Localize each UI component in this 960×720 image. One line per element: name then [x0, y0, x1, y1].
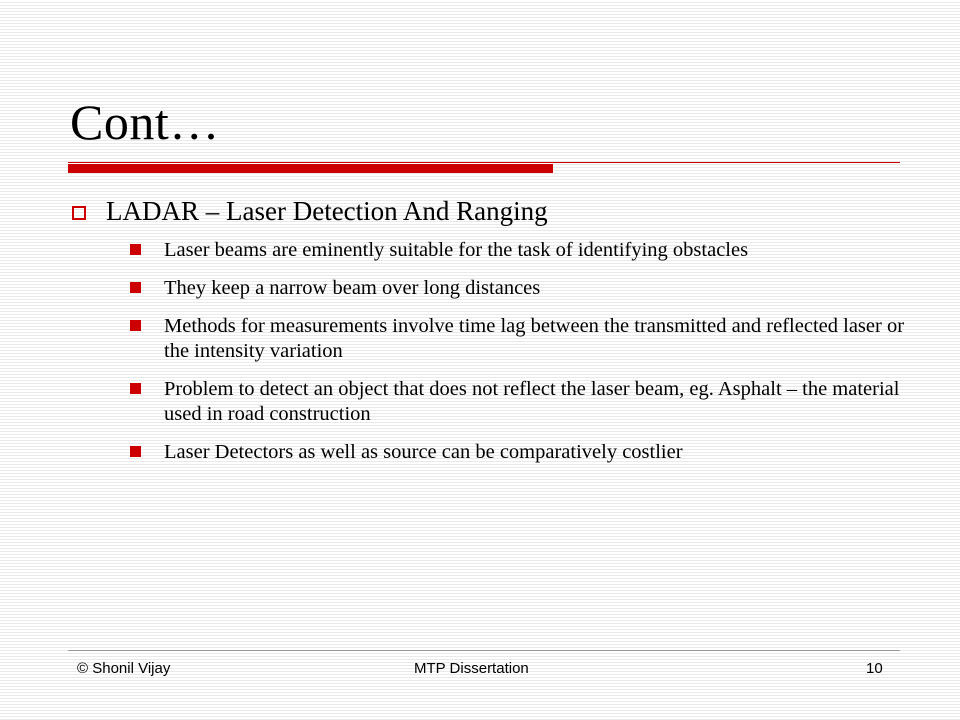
footer-page-number: 10 [866, 660, 883, 677]
title-underline-thick [68, 164, 553, 173]
sub-bullet-item [130, 276, 910, 301]
filled-square-bullet-icon [130, 244, 141, 255]
slide-title: Cont… [70, 94, 220, 150]
sub-bullet-item [130, 238, 910, 263]
title-underline-thin [68, 162, 900, 163]
filled-square-bullet-icon [130, 446, 141, 457]
sub-bullet-text: Methods for measurements involve time lag between the transmitted and reflected laser or the intensity variation [164, 315, 905, 362]
footer-title: MTP Dissertation [414, 660, 529, 677]
sub-bullet-item [130, 314, 910, 364]
sub-bullet-item [130, 377, 910, 427]
filled-square-bullet-icon [130, 383, 141, 394]
sub-bullet-list [130, 238, 910, 478]
sub-bullet-text: Problem to detect an object that does not reflect the laser beam, eg. Asphalt – the material used in road construction [164, 378, 900, 425]
sub-bullet-item [130, 440, 910, 465]
filled-square-bullet-icon [130, 282, 141, 293]
footer-author: © Shonil Vijay [77, 660, 171, 677]
sub-bullet-text: They keep a narrow beam over long distances [164, 277, 541, 299]
footer-divider [68, 650, 900, 651]
hollow-square-bullet-icon [72, 206, 86, 220]
filled-square-bullet-icon [130, 320, 141, 331]
main-bullet-point [72, 194, 548, 228]
sub-bullet-text: Laser beams are eminently suitable for the task of identifying obstacles [164, 239, 749, 261]
main-bullet-text: LADAR – Laser Detection And Ranging [106, 196, 548, 226]
sub-bullet-text: Laser Detectors as well as source can be comparatively costlier [164, 441, 683, 463]
